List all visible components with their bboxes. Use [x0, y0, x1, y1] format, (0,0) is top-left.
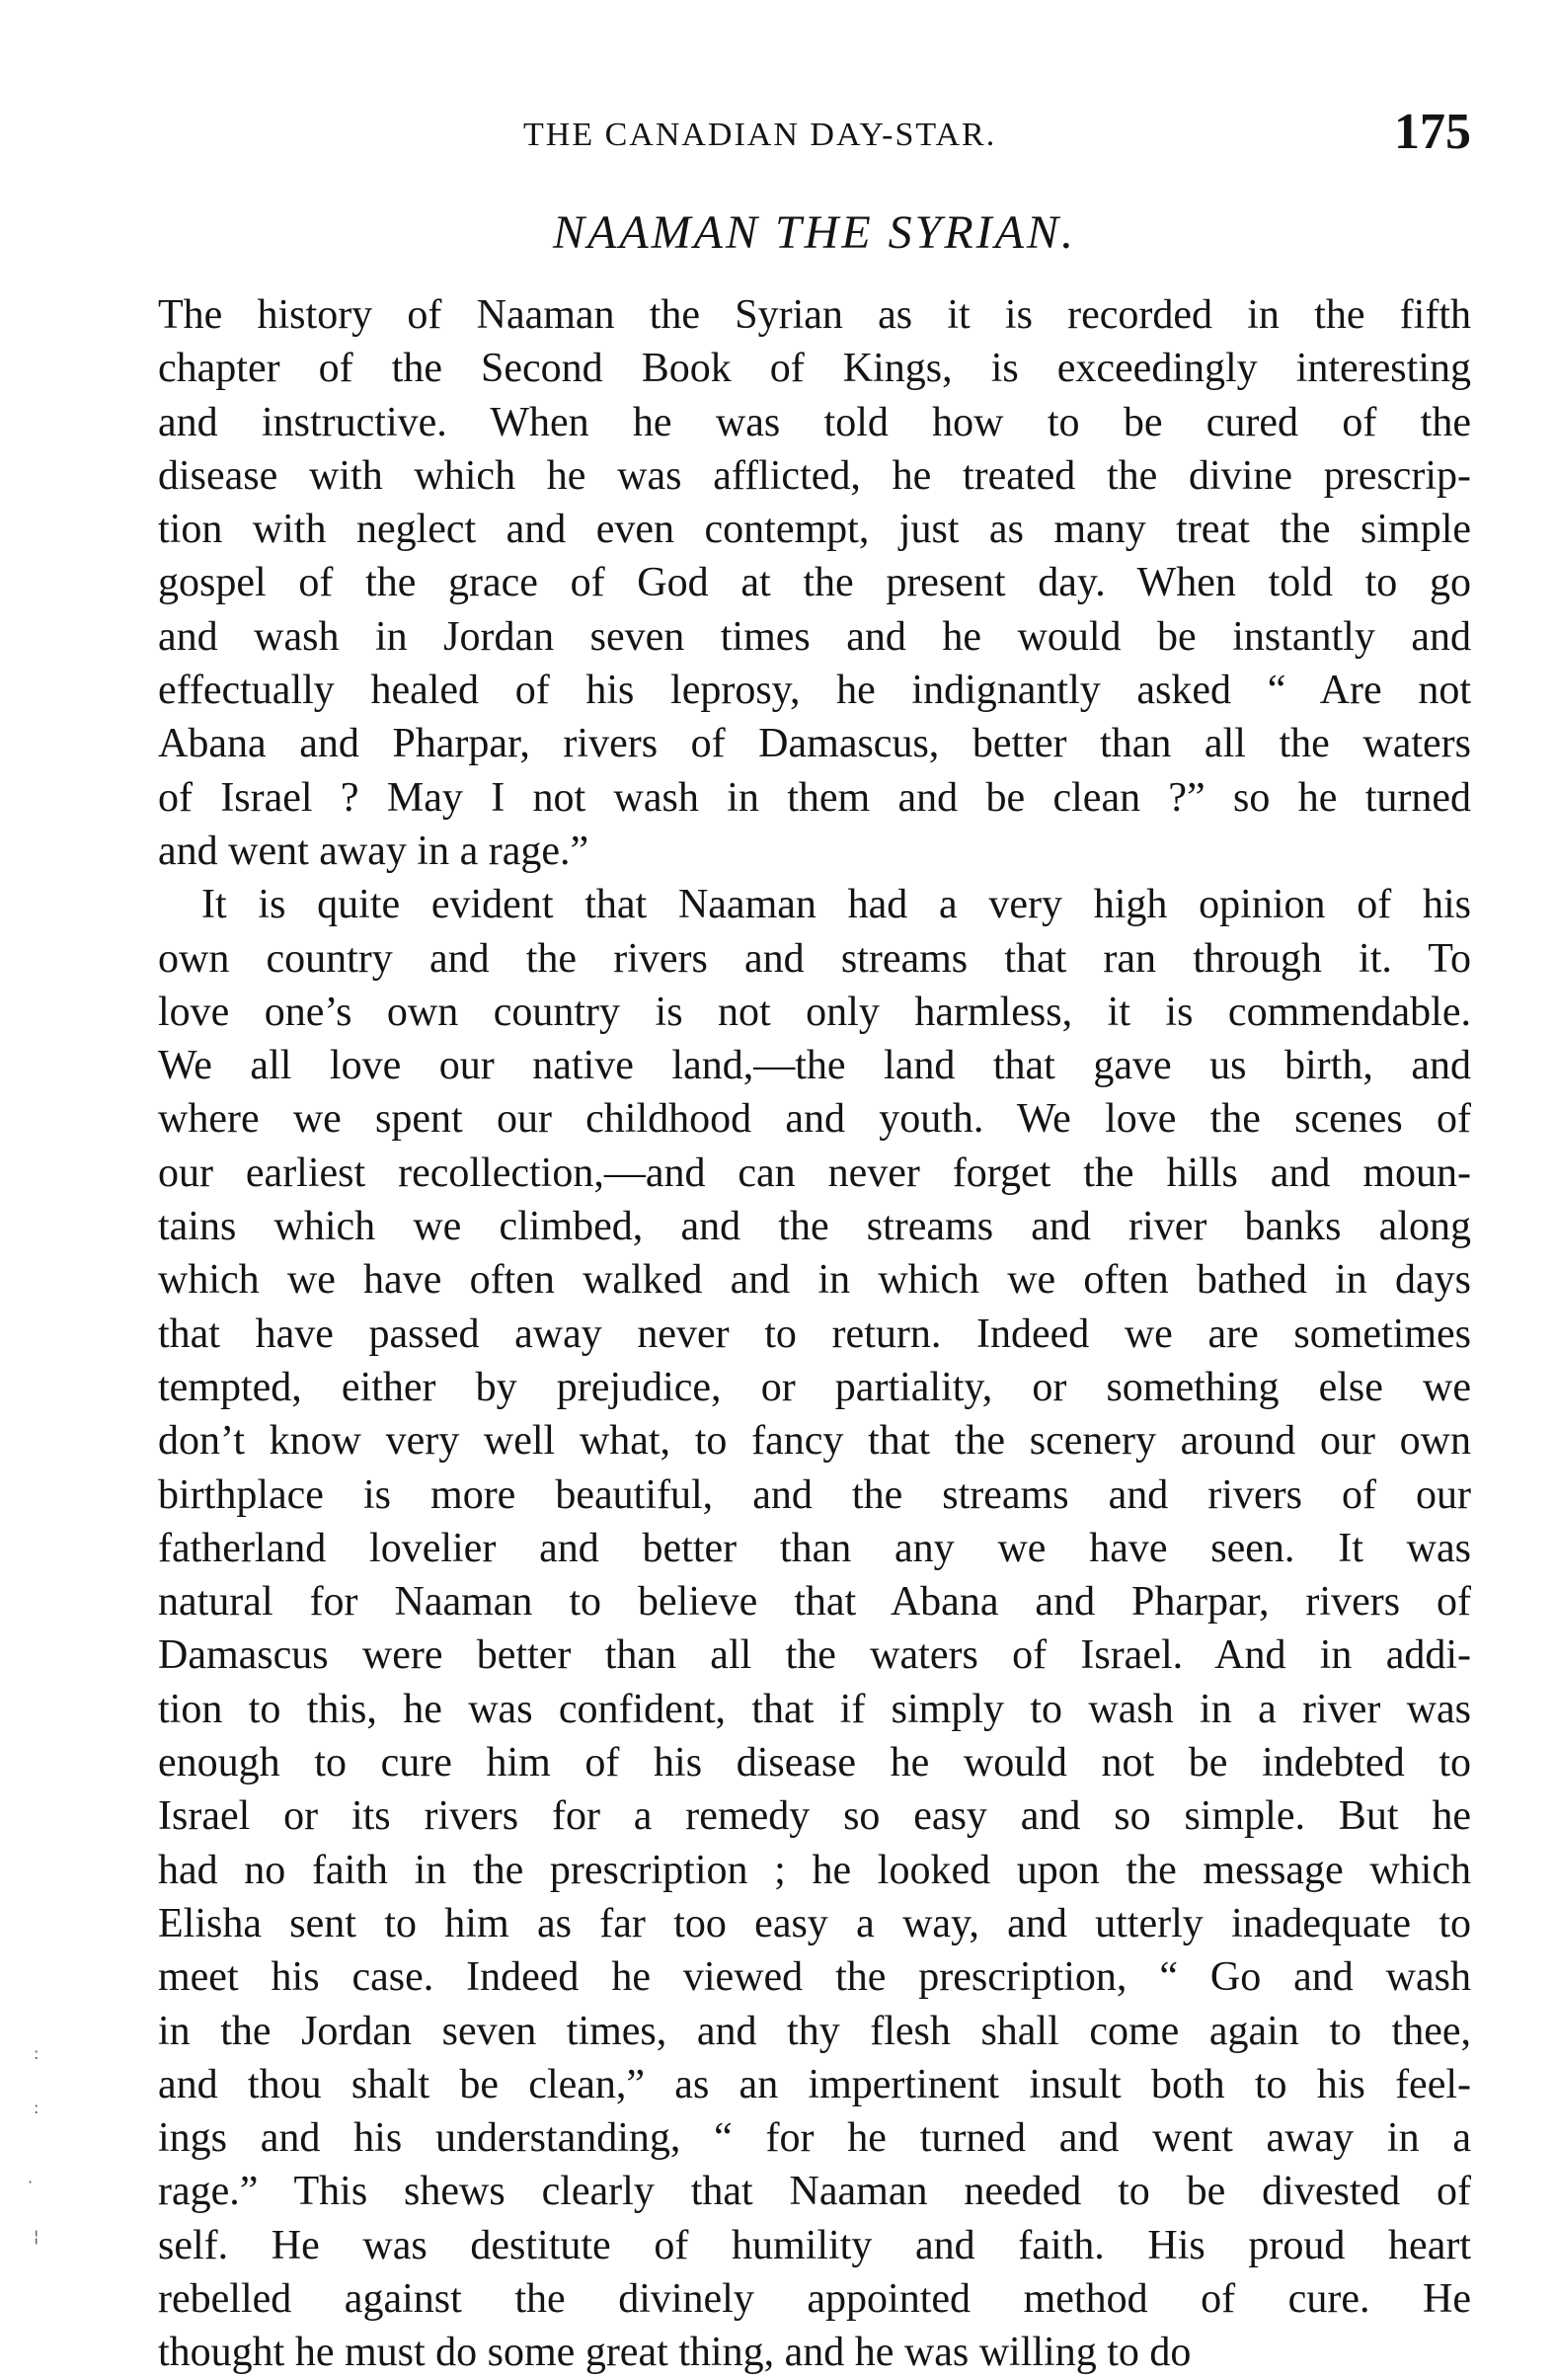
text-line: self. He was destitute of humility and faith. His proud heart	[158, 2222, 1471, 2268]
text-line: ings and his understanding, “ for he turned and went away in a	[158, 2115, 1471, 2162]
margin-mark: ¦	[34, 2227, 39, 2246]
text-line: of Israel ? May I not wash in them and be clean ?” so he turned	[158, 774, 1471, 821]
text-line: fatherland lovelier and better than any we have seen. It was	[158, 1525, 1471, 1571]
margin-mark: :	[34, 2099, 39, 2117]
text-line: and thou shalt be clean,” as an impertinent insult both to his feel-	[158, 2061, 1471, 2107]
text-line: tains which we climbed, and the streams and river banks along	[158, 1204, 1471, 1250]
text-line: rebelled against the divinely appointed method of cure. He	[158, 2275, 1471, 2322]
text-line: Damascus were better than all the waters of Israel. And in addi-	[158, 1632, 1471, 1679]
text-line: It is quite evident that Naaman had a very high opinion of his	[201, 882, 1471, 928]
text-line: love one’s own country is not only harmless, it is commendable.	[158, 989, 1471, 1035]
text-line: where we spent our childhood and youth. We love the scenes of	[158, 1096, 1471, 1143]
running-head	[158, 104, 1471, 170]
margin-mark: ·	[28, 2173, 34, 2191]
text-line: our earliest recollection,—and can never forget the hills and moun-	[158, 1150, 1471, 1196]
text-line: and wash in Jordan seven times and he would be instantly and	[158, 613, 1471, 660]
text-line: tempted, either by prejudice, or partiality, or something else we	[158, 1364, 1471, 1410]
journal-title: THE CANADIAN DAY-STAR.	[523, 117, 997, 153]
page-number: 175	[1394, 104, 1471, 160]
margin-mark: :	[34, 2044, 39, 2063]
text-line: birthplace is more beautiful, and the streams and rivers of our	[158, 1471, 1471, 1518]
article-body	[158, 288, 1471, 2380]
text-line: that have passed away never to return. Indeed we are sometimes	[158, 1310, 1471, 1357]
text-line: enough to cure him of his disease he would not be indebted to	[158, 1740, 1471, 1786]
text-line: own country and the rivers and streams that ran through it. To	[158, 935, 1471, 982]
article-title: NAAMAN THE SYRIAN.	[553, 206, 1076, 259]
text-line: chapter of the Second Book of Kings, is exceedingly interesting	[158, 346, 1471, 392]
text-line: rage.” This shews clearly that Naaman needed to be divested of	[158, 2169, 1471, 2215]
text-line: don’t know very well what, to fancy that the scenery around our own	[158, 1418, 1471, 1465]
text-line: Israel or its rivers for a remedy so easy and so simple. But he	[158, 1793, 1471, 1840]
text-line: The history of Naaman the Syrian as it is recorded in the fifth	[158, 292, 1471, 338]
text-line: in the Jordan seven times, and thy flesh shall come again to thee,	[158, 2008, 1471, 2054]
text-line: Abana and Pharpar, rivers of Damascus, better than all the waters	[158, 721, 1471, 767]
text-line: We all love our native land,—the land that gave us birth, and	[158, 1043, 1471, 1089]
text-line: disease with which he was afflicted, he treated the divine prescrip-	[158, 452, 1471, 499]
text-line: Elisha sent to him as far too easy a way, and utterly inadequate to	[158, 1900, 1471, 1946]
text-line: and went away in a rage.”	[158, 828, 589, 874]
text-line: tion with neglect and even contempt, just as many treat the simple	[158, 507, 1471, 553]
text-line: thought he must do some great thing, and he was willing to do	[158, 2330, 1192, 2376]
text-line: gospel of the grace of God at the present day. When told to go	[158, 560, 1471, 606]
text-line: and instructive. When he was told how to be cured of the	[158, 399, 1471, 445]
text-line: had no faith in the prescription ; he looked upon the message which	[158, 1847, 1471, 1893]
text-line: effectually healed of his leprosy, he indignantly asked “ Are not	[158, 668, 1471, 714]
text-line: meet his case. Indeed he viewed the prescription, “ Go and wash	[158, 1954, 1471, 2001]
text-line: which we have often walked and in which we often bathed in days	[158, 1257, 1471, 1304]
text-line: tion to this, he was confident, that if simply to wash in a river was	[158, 1686, 1471, 1732]
text-line: natural for Naaman to believe that Abana and Pharpar, rivers of	[158, 1579, 1471, 1626]
